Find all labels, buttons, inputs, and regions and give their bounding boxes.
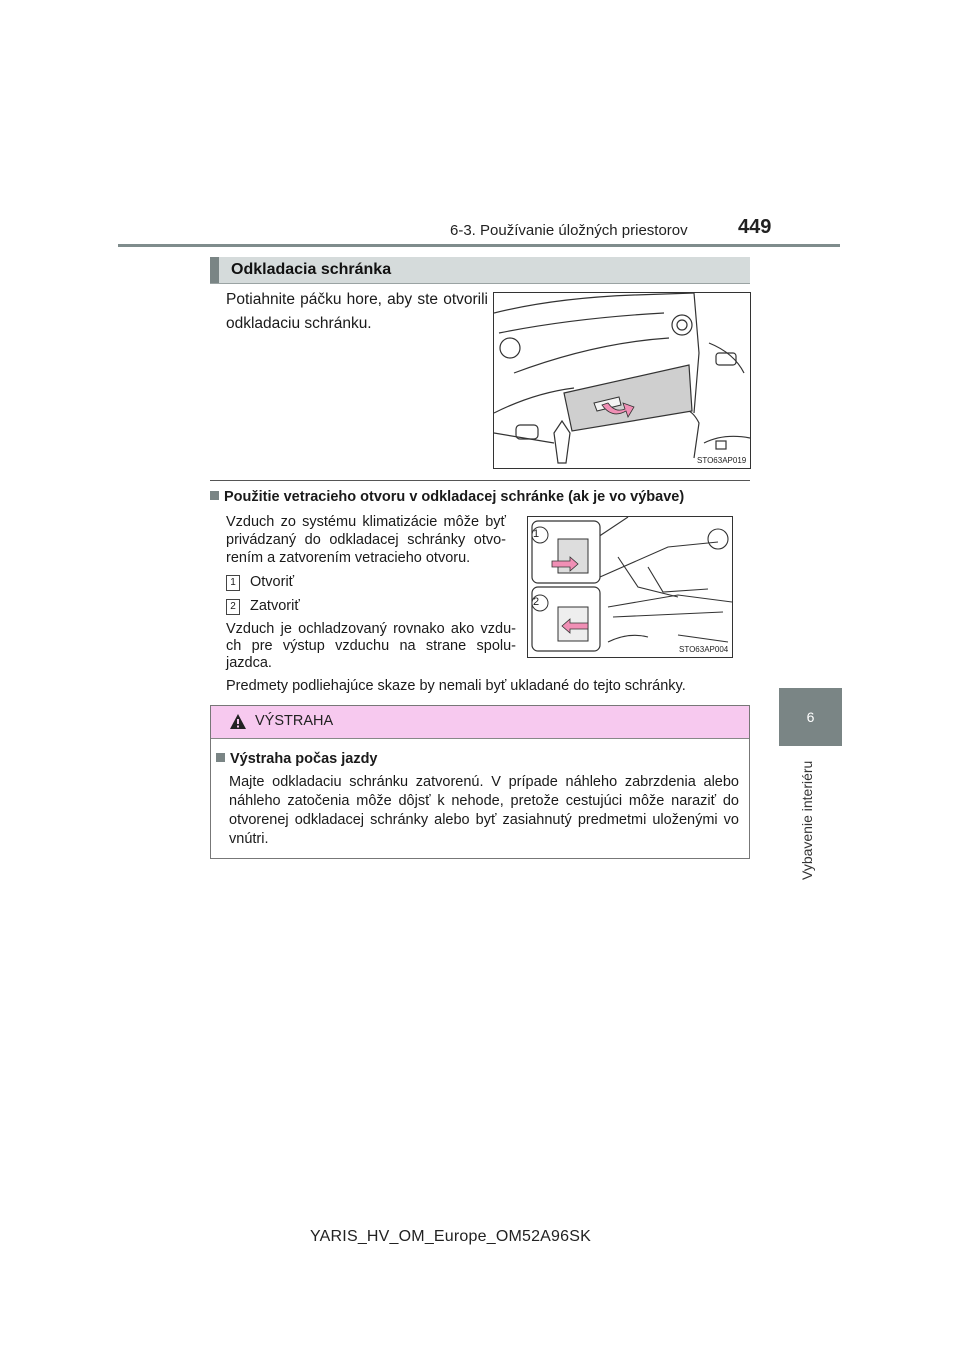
square-bullet-icon xyxy=(216,753,225,762)
warning-subheading xyxy=(216,751,378,767)
warning-body: Majte odkladaciu schránku zatvorenú. V prípade náhleho zabrzdenia alebo náhleho zatočenia môže dôjsť k nehode, pretože cestujúci môže naraziť do otvorenej odkladacej schránky alebo byť zasiahnutý predmetmi uloženými vo vnútri. xyxy=(229,774,739,847)
warning-subtitle: Výstraha počas jazdy xyxy=(230,751,378,767)
figure2-code: STO63AP004 xyxy=(679,645,729,654)
list-item-close xyxy=(226,598,300,615)
chapter-title: Vybavenie interiéru xyxy=(799,760,815,880)
subsection-heading xyxy=(210,489,684,505)
warning-triangle-icon xyxy=(229,713,247,730)
vent-paragraph: Vzduch zo systému klimatizácie môže byť privádzaný do odkladacej schránky otvo- rením a zatvorením vetracieho otvoru. xyxy=(226,514,506,566)
subsection-title: Použitie vetracieho otvoru v odkladacej schránke (ak je vo výbave) xyxy=(224,489,685,505)
figure1-code: STO63AP019 xyxy=(697,456,747,465)
square-bullet-icon xyxy=(210,491,219,500)
callout-2: 2 xyxy=(533,596,540,608)
section-heading: Odkladacia schránka xyxy=(210,257,750,283)
chapter-tab xyxy=(779,688,842,746)
warning-box xyxy=(210,705,750,859)
warning-header xyxy=(211,706,749,739)
vent-drawing xyxy=(528,517,732,657)
perishable-note: Predmety podliehajúce skaze by nemali byť ukladané do tejto schránky. xyxy=(226,678,686,694)
vent-illustration xyxy=(527,516,733,658)
item-number-1: 1 xyxy=(226,575,240,591)
section-heading-rule xyxy=(210,283,750,284)
item-number-2: 2 xyxy=(226,599,240,615)
header-rule xyxy=(118,244,840,247)
subsection-divider xyxy=(210,480,750,481)
dashboard-drawing xyxy=(494,293,750,468)
header-section-title: 6-3. Používanie úložných priestorov xyxy=(450,222,688,239)
item-label-close: Zatvoriť xyxy=(250,598,300,614)
glovebox-illustration xyxy=(493,292,751,469)
callout-1: 1 xyxy=(533,528,540,540)
page-number: 449 xyxy=(738,216,772,238)
list-item-open xyxy=(226,574,294,591)
cooling-paragraph: Vzduch je ochladzovaný rovnako ako vzdu- ch pre výstup vzduchu na strane spolu- jazdca. xyxy=(226,621,516,671)
footer-doc-code: YARIS_HV_OM_Europe_OM52A96SK xyxy=(310,1228,591,1245)
item-label-open: Otvoriť xyxy=(250,574,295,590)
warning-title: VÝSTRAHA xyxy=(255,713,334,729)
chapter-side-label xyxy=(775,750,815,880)
intro-paragraph: Potiahnite páčku hore, aby ste otvorili odkladaciu schránku. xyxy=(226,291,488,332)
chapter-number: 6 xyxy=(806,709,815,725)
